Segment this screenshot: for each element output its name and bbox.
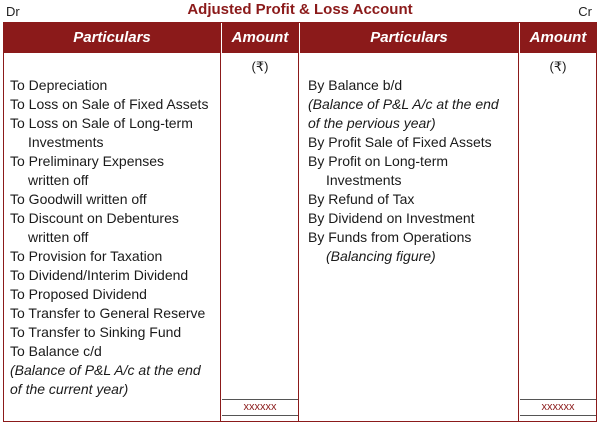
debit-line: To Provision for Taxation [10,248,163,264]
currency-unit-right: (₹) [549,59,567,74]
debit-line: To Loss on Sale of Fixed Assets [10,96,209,112]
credit-line: Investments [326,172,402,188]
debit-line: To Proposed Dividend [10,286,147,302]
debit-line: Investments [28,134,104,150]
total-left: xxxxxx [222,399,298,416]
total-right: xxxxxx [520,399,596,416]
credit-line: By Dividend on Investment [308,210,475,226]
debit-line: To Loss on Sale of Long-term [10,115,193,131]
debit-line: To Balance c/d [10,343,102,359]
header-particulars-left: Particulars [4,23,220,53]
debit-particulars [10,53,218,421]
debit-line: To Transfer to Sinking Fund [10,324,182,340]
debit-line: To Depreciation [10,77,108,93]
debit-label: Dr [6,4,20,19]
credit-line: (Balancing figure) [326,248,436,264]
credit-line: of the pervious year) [308,115,436,131]
credit-label: Cr [578,4,592,19]
header-amount-left: Amount [222,23,298,53]
debit-line: To Goodwill written off [10,191,147,207]
debit-line: of the current year) [10,381,129,397]
debit-line: To Preliminary Expenses [10,153,165,169]
column-divider [518,23,519,421]
credit-line: By Funds from Operations [308,229,472,245]
debit-line: To Discount on Debentures [10,210,179,226]
header-particulars-right: Particulars [300,23,518,53]
credit-line: By Refund of Tax [308,191,415,207]
page-title: Adjusted Profit & Loss Account [187,1,413,18]
credit-particulars [308,53,516,421]
debit-line: written off [28,229,89,245]
column-divider [220,23,221,421]
debit-line: (Balance of P&L A/c at the end [10,362,201,378]
debit-line: To Dividend/Interim Dividend [10,267,189,283]
debit-line: To Transfer to General Reserve [10,305,206,321]
column-divider [298,23,299,421]
credit-line: By Profit on Long-term [308,153,449,169]
credit-line: By Profit Sale of Fixed Assets [308,134,492,150]
currency-unit-left: (₹) [251,59,269,74]
debit-line: written off [28,172,89,188]
ledger-table [3,22,597,422]
header-amount-right: Amount [520,23,596,53]
credit-line: (Balance of P&L A/c at the end [308,96,499,112]
credit-line: By Balance b/d [308,77,403,93]
